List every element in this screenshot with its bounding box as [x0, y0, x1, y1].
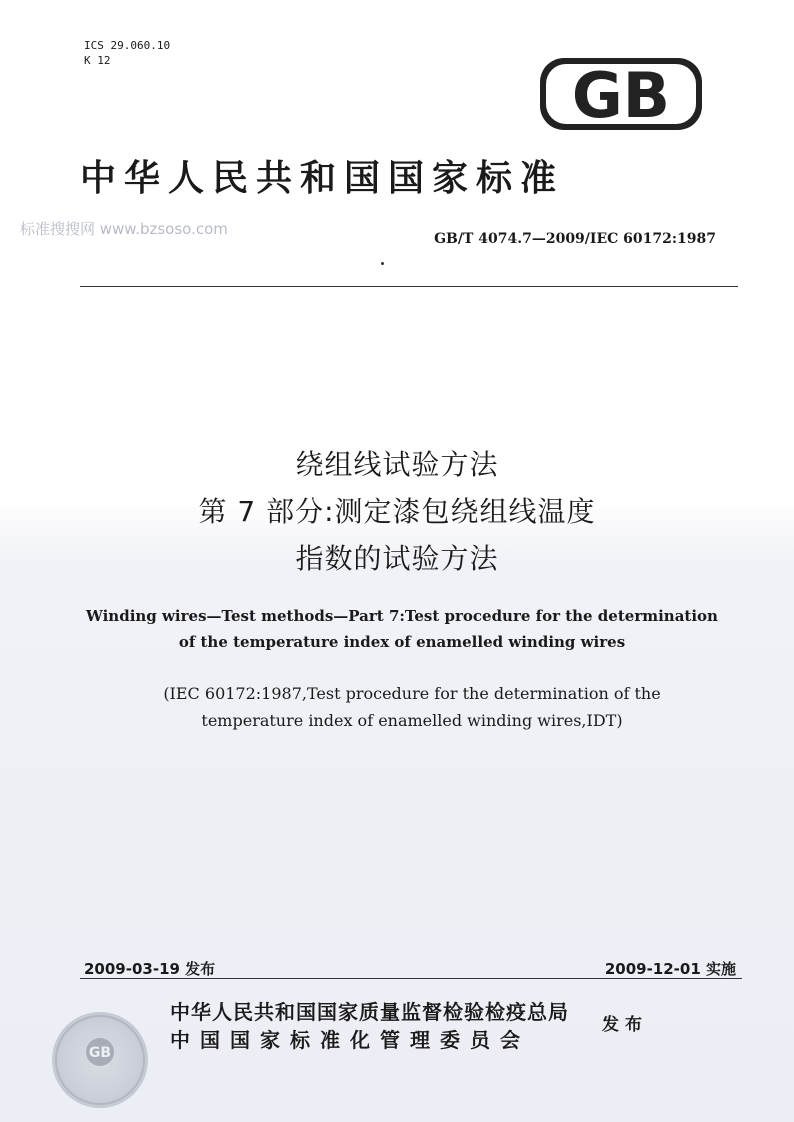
cn-title-line: 指数的试验方法 [295, 542, 499, 575]
classification-codes [84, 38, 170, 68]
issuing-organization-2: 中国国家标准化管理委员会 [170, 1028, 530, 1052]
ics-code: ICS 29.060.10 [84, 39, 171, 52]
cn-title-line: 绕组线试验方法 [295, 448, 499, 481]
watermark: 标准搜搜网 www.bzsoso.com [20, 220, 228, 238]
iec-note-line: temperature index of enamelled winding wires,IDT) [201, 711, 623, 730]
iec-equivalence-note [80, 680, 744, 734]
category-code: K 12 [84, 54, 111, 67]
gb-logo-icon [536, 55, 706, 133]
en-title-line: of the temperature index of enamelled winding wires [178, 633, 626, 651]
issue-date: 2009-03-19 发布 [84, 960, 216, 978]
standard-number: GB/T 4074.7—2009/IEC 60172:1987 [434, 231, 716, 247]
bottom-divider [80, 978, 742, 979]
top-divider [80, 286, 738, 287]
implementation-date: 2009-12-01 实施 [604, 960, 736, 978]
logo-text: GB [571, 59, 671, 132]
standard-title: 中华人民共和国国家标准 [80, 157, 565, 199]
issuing-organization-1: 中华人民共和国国家质量监督检验检疫总局 [170, 1000, 569, 1024]
cn-title-line: 第 7 部分:测定漆包绕组线温度 [198, 495, 596, 528]
publish-label: 发布 [602, 1015, 648, 1035]
official-seal-icon [52, 1012, 148, 1108]
iec-note-line: (IEC 60172:1987,Test procedure for the determination of the [163, 684, 661, 703]
dot-mark [381, 262, 384, 265]
english-title [80, 603, 724, 655]
chinese-title [80, 441, 714, 582]
en-title-line: Winding wires—Test methods—Part 7:Test procedure for the determination [86, 607, 718, 625]
seal-text: GB [88, 1045, 112, 1061]
